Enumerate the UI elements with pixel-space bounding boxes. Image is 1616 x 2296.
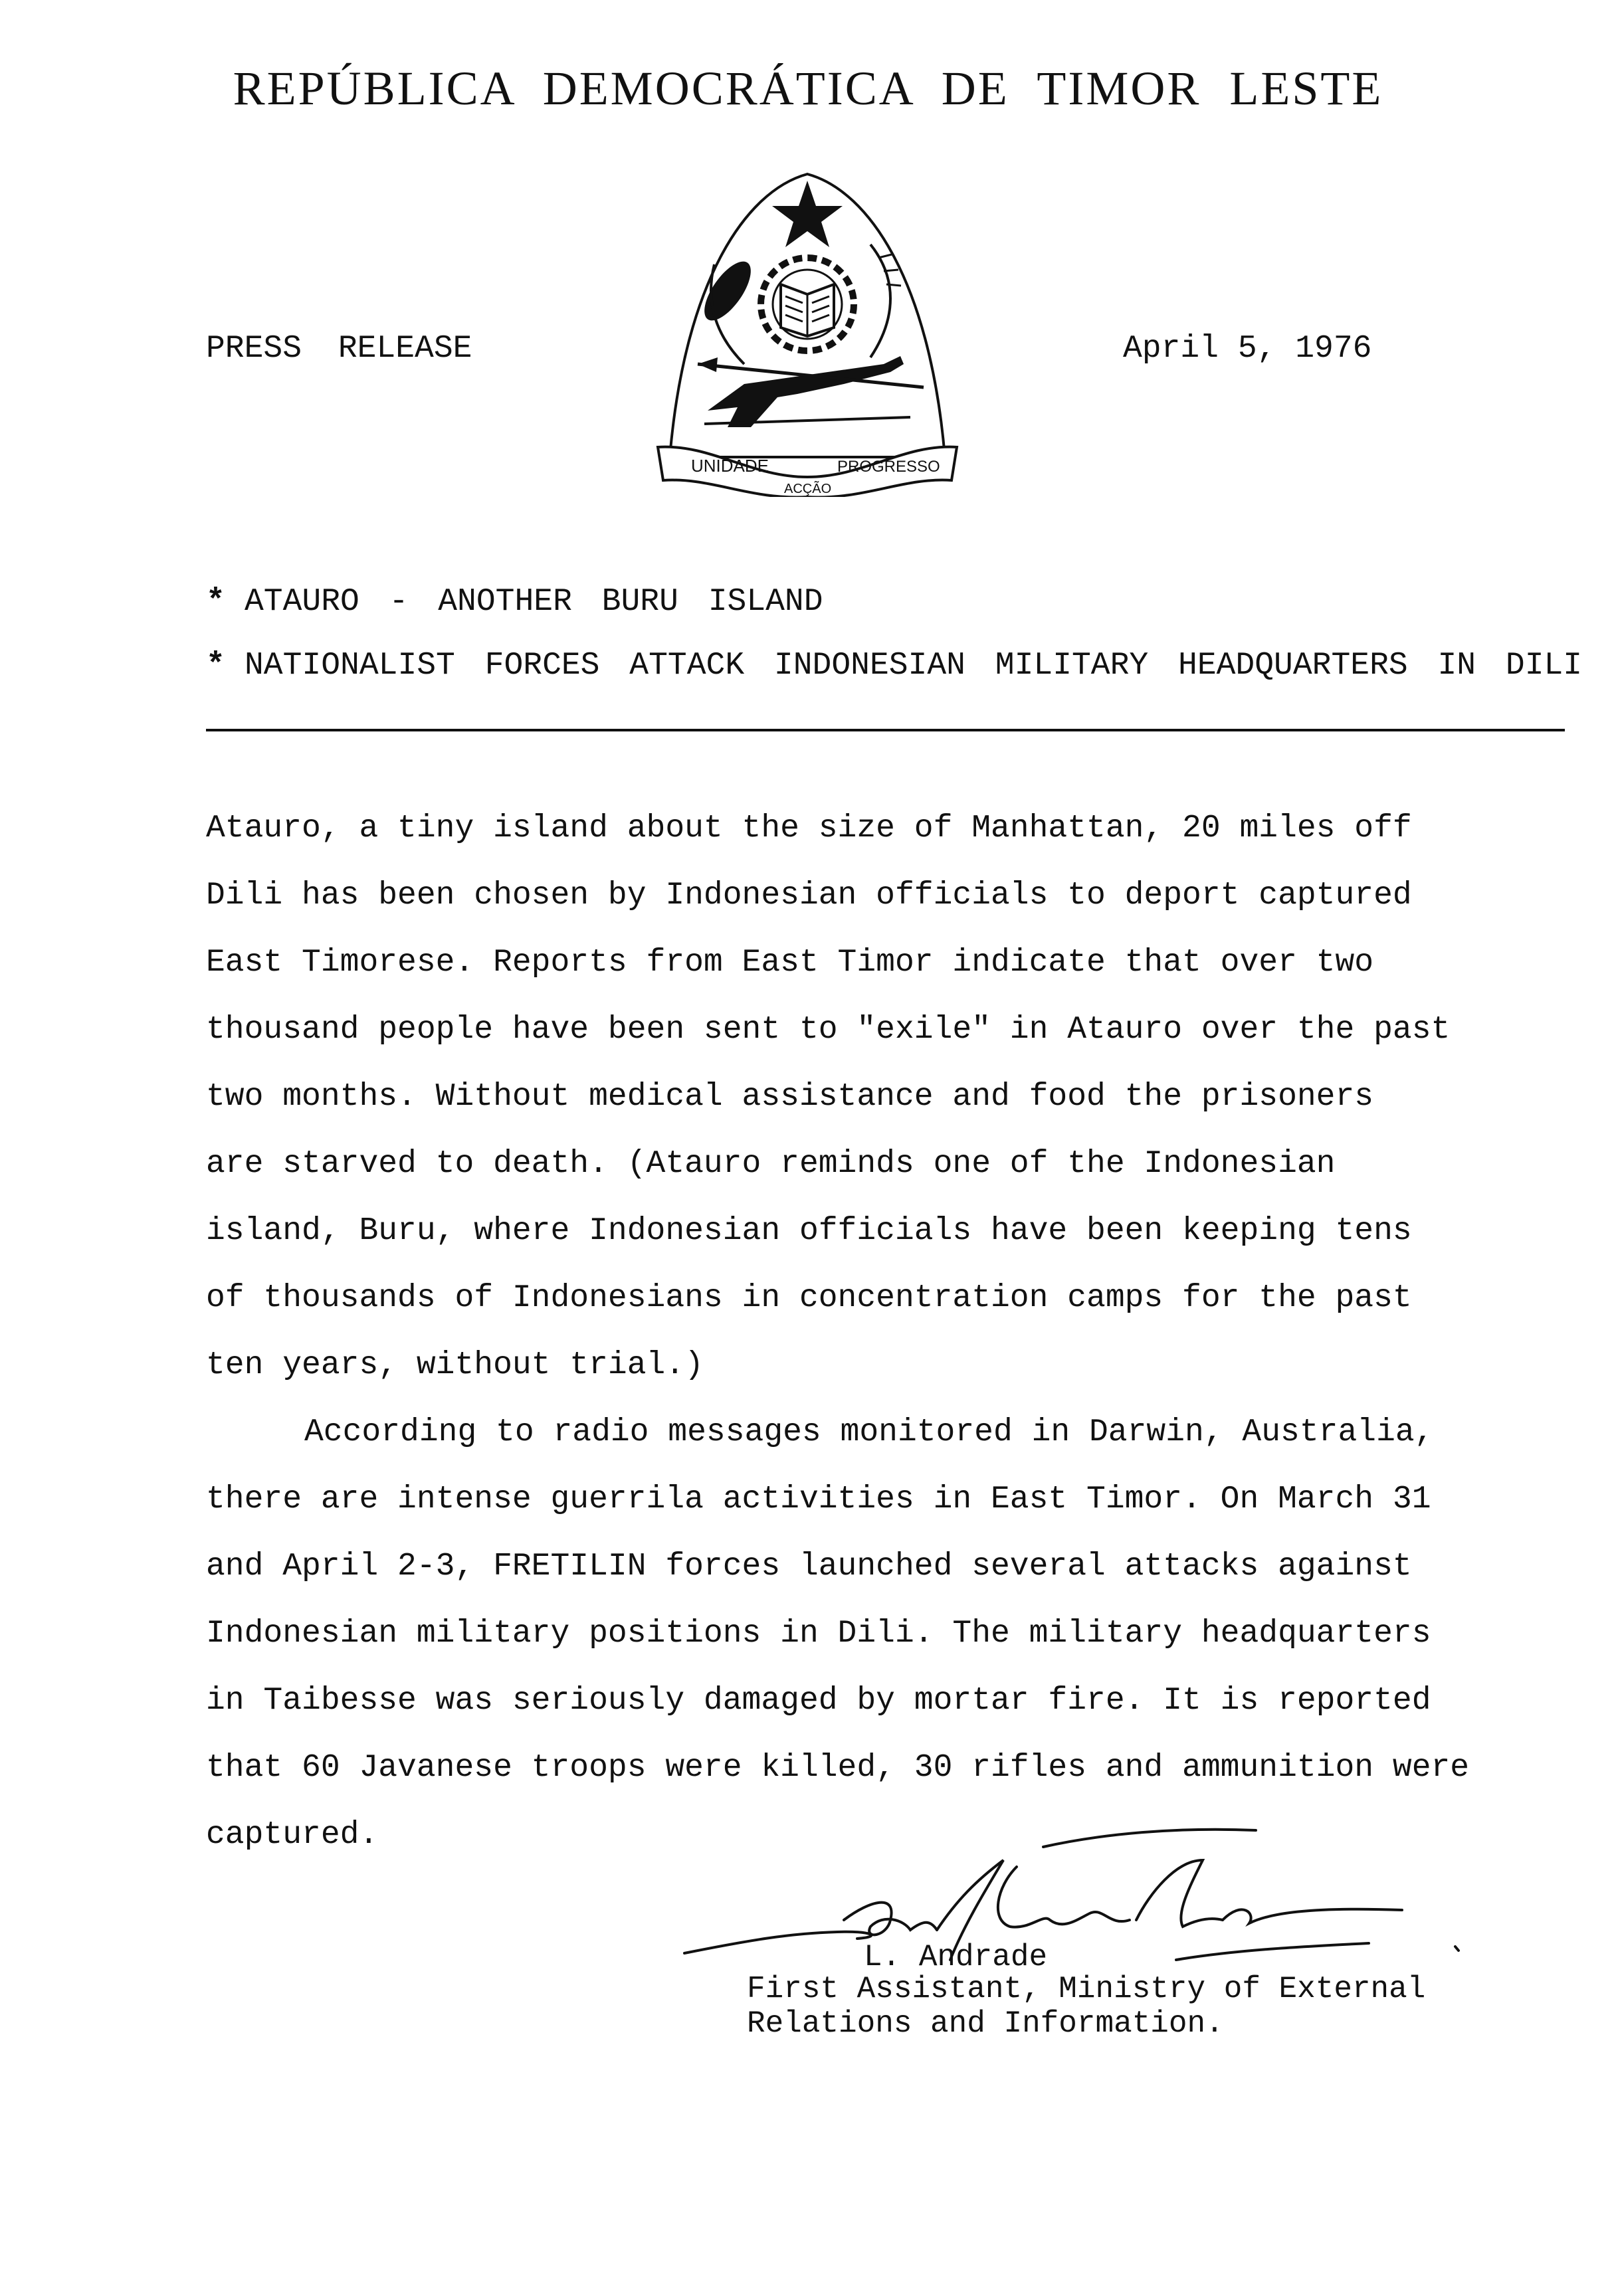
body-line: ten years, without trial.) xyxy=(206,1347,704,1383)
body-line: Dili has been chosen by Indonesian officials to deport captured xyxy=(206,878,1412,913)
body-line: Indonesian military positions in Dili. The military headquarters xyxy=(206,1616,1431,1652)
press-release-label: PRESS RELEASE xyxy=(206,331,472,367)
body-line: According to radio messages monitored in Darwin, Australia, xyxy=(304,1414,1434,1450)
headline-text: NATIONALIST FORCES ATTACK INDONESIAN MILITARY HEADQUARTERS IN DILI xyxy=(245,648,1583,684)
body-line: there are intense guerrila activities in East Timor. On March 31 xyxy=(206,1482,1431,1517)
signatory-title-line: First Assistant, Ministry of External xyxy=(747,1972,1426,2006)
body-line: in Taibesse was seriously damaged by mortar fire. It is reported xyxy=(206,1683,1431,1719)
body-line: thousand people have been sent to "exile" in Atauro over the past xyxy=(206,1012,1451,1048)
motto-accao: ACÇÃO xyxy=(784,482,832,496)
bullet-marker: * xyxy=(206,584,225,620)
masthead-title: REPÚBLICA DEMOCRÁTICA DE TIMOR LESTE xyxy=(233,62,1383,115)
release-date: April 5, 1976 xyxy=(1123,331,1372,367)
headline-list xyxy=(206,570,1582,698)
body-text xyxy=(206,795,1575,1869)
body-line: of thousands of Indonesians in concentration camps for the past xyxy=(206,1280,1412,1316)
body-line: East Timorese. Reports from East Timor indicate that over two xyxy=(206,945,1374,981)
signatory-title xyxy=(747,1972,1425,2041)
motto-progresso: PROGRESSO xyxy=(837,458,940,476)
motto-unidade: UNIDADE xyxy=(691,456,769,476)
headline-item xyxy=(206,634,1582,698)
body-line: and April 2-3, FRETILIN forces launched several attacks against xyxy=(206,1549,1412,1584)
national-emblem-icon xyxy=(645,165,970,497)
handwritten-signature xyxy=(671,1820,1468,1973)
body-line: that 60 Javanese troops were killed, 30 rifles and ammunition were xyxy=(206,1750,1470,1786)
body-line: captured. xyxy=(206,1817,379,1853)
divider-rule xyxy=(206,729,1565,731)
body-line: island, Buru, where Indonesian officials have been keeping tens xyxy=(206,1213,1412,1249)
bullet-marker: * xyxy=(206,648,225,684)
body-line: are starved to death. (Atauro reminds one of the Indonesian xyxy=(206,1146,1336,1182)
body-line: Atauro, a tiny island about the size of Manhattan, 20 miles off xyxy=(206,811,1412,846)
signatory-name: L. Andrade xyxy=(864,1940,1048,1974)
headline-text: ATAURO - ANOTHER BURU ISLAND xyxy=(245,584,823,620)
signatory-title-line: Relations and Information. xyxy=(747,2006,1224,2041)
headline-item xyxy=(206,570,1582,634)
body-line: two months. Without medical assistance and food the prisoners xyxy=(206,1079,1374,1115)
